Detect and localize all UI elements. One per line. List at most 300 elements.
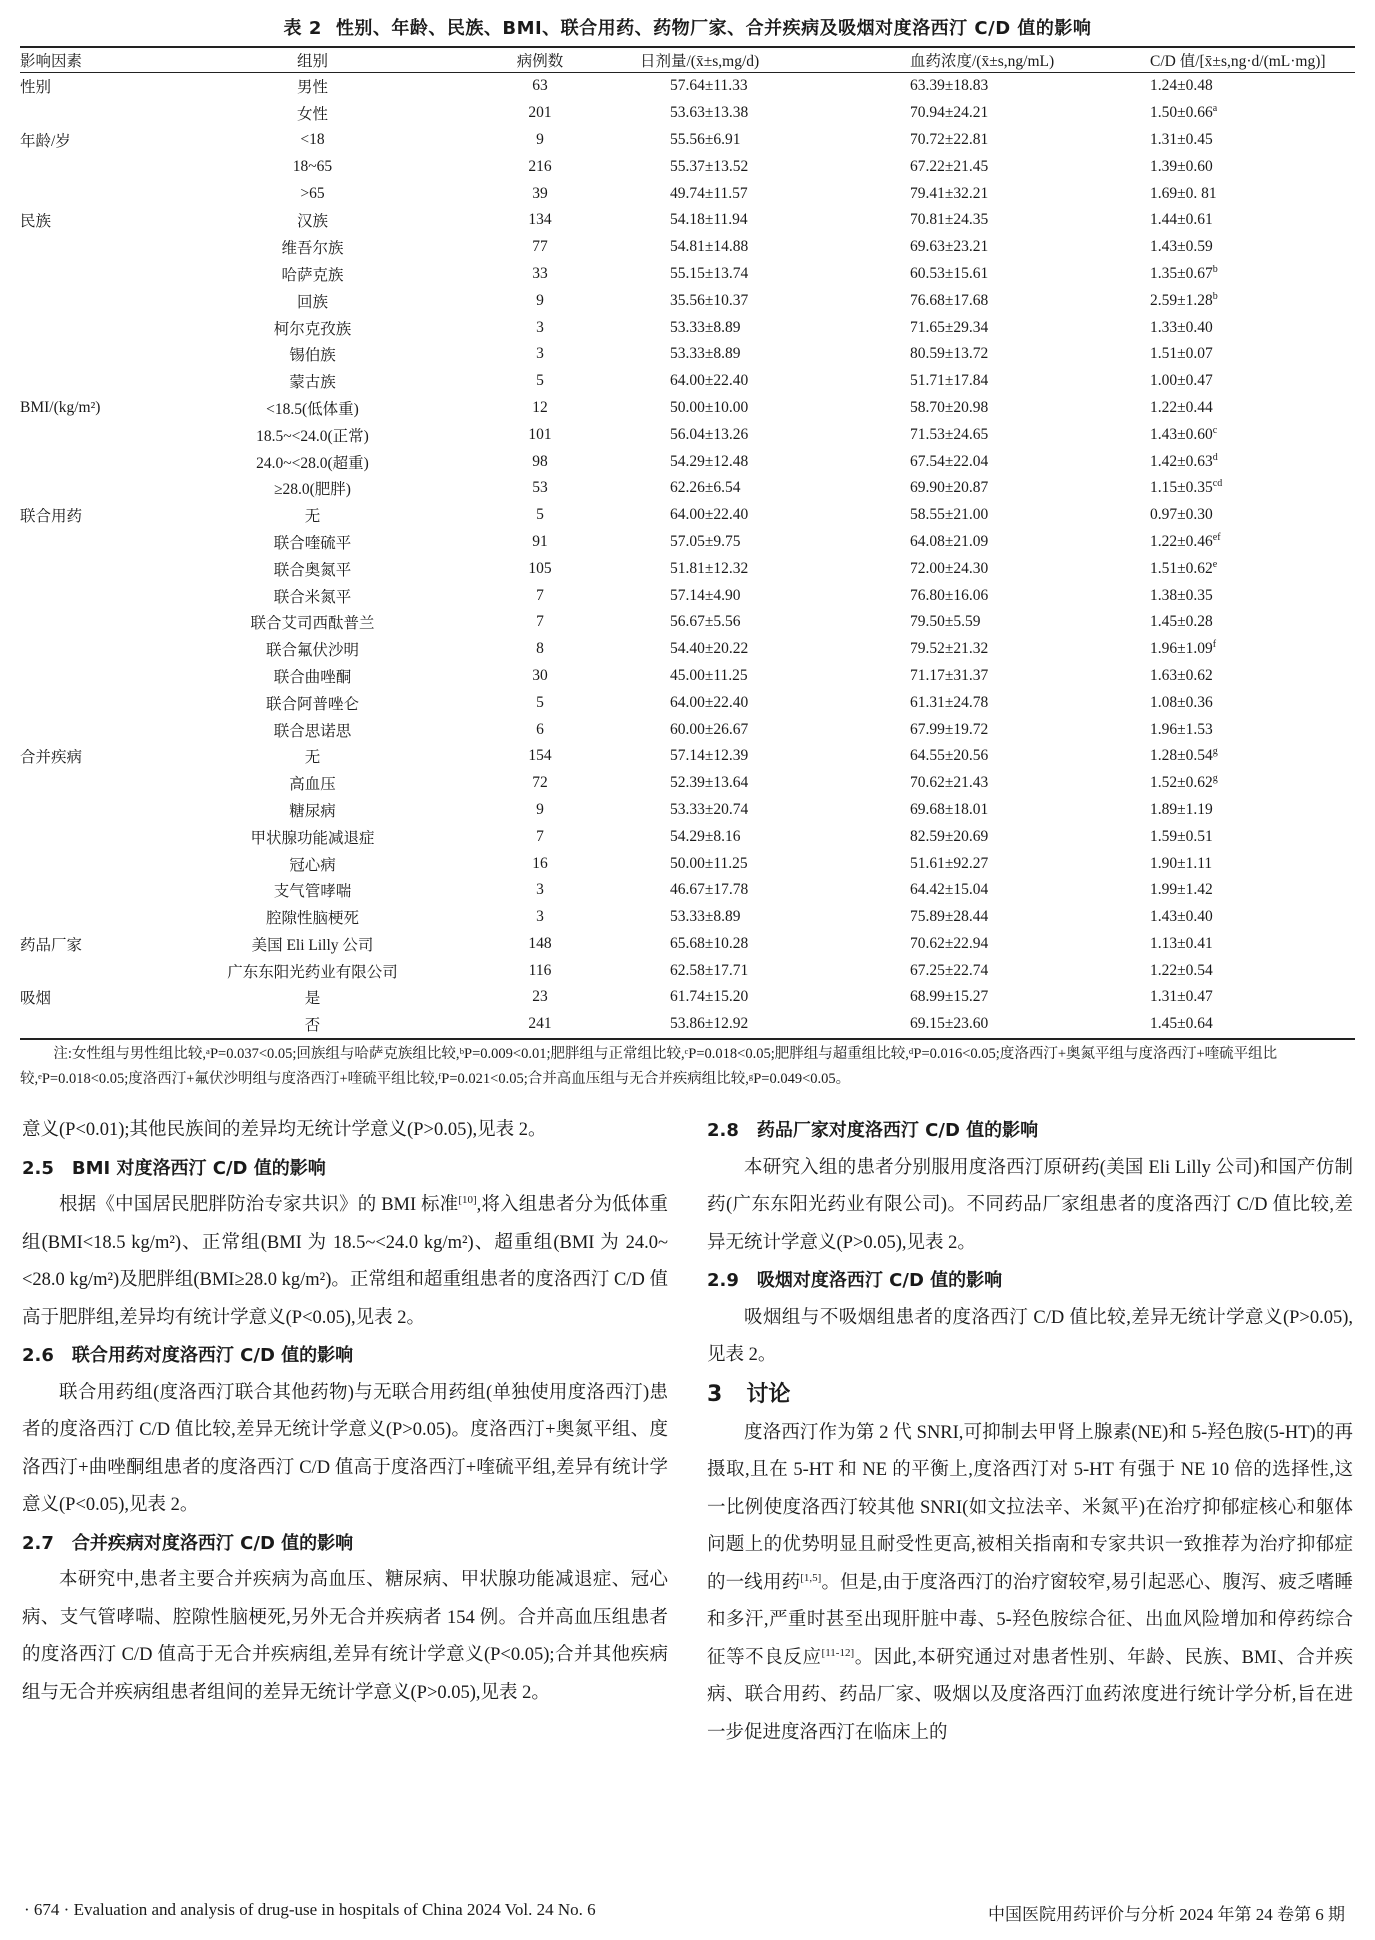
cell-group: 回族: [296, 293, 328, 311]
cell-daily-dose: 62.58±17.71: [670, 961, 749, 979]
cell-concentration: 72.00±24.30: [910, 559, 989, 577]
table-row: [20, 689, 1355, 716]
cell-factor: 吸烟: [20, 990, 52, 1008]
cell-cd-value: [1150, 609, 1355, 636]
paragraph-combination: 联合用药组(度洛西汀联合其他药物)与无联合用药组(单独使用度洛西汀)患者的度洛西汀 C/D 值比较,差异无统计学意义(P>0.05)。度洛西汀+奥氮平组、度洛西汀+曲唑酮组患者的度洛西汀 C/D 值高于度洛西汀+喹硫平组,差异有统计学意义(P<0.05),见表 2。: [22, 1382, 668, 1515]
cell-count: 5: [536, 372, 544, 390]
citation: [10]: [458, 1193, 477, 1206]
cell-count: 23: [532, 988, 548, 1006]
significance-marker: a: [1212, 103, 1218, 115]
cell-concentration: 76.80±16.06: [910, 586, 989, 604]
cd-value: 1.44±0.61: [1150, 211, 1213, 229]
cell-daily-dose: 55.37±13.52: [670, 157, 749, 175]
cell-daily-dose: 54.40±20.22: [670, 640, 749, 658]
cell-count: 39: [532, 184, 548, 202]
table-row: [20, 127, 1355, 154]
cd-value: 1.89±1.19: [1150, 800, 1213, 818]
cell-count: 16: [532, 854, 548, 872]
cell-group: 甲状腺功能减退症: [250, 829, 375, 847]
cell-cd-value: [1150, 716, 1355, 743]
cell-concentration: 63.39±18.83: [910, 77, 989, 95]
cell-factor: [20, 368, 185, 395]
table-row: [20, 395, 1355, 422]
cd-value: 1.15±0.35: [1150, 479, 1213, 497]
cell-factor: 药品厂家: [20, 936, 83, 954]
cd-value: 2.59±1.28: [1150, 291, 1213, 309]
paragraph-comorbidity: 本研究中,患者主要合并疾病为高血压、糖尿病、甲状腺功能减退症、冠心病、支气管哮喘、腔隙性脑梗死,另外无合并疾病者 154 例。合并高血压组患者的度洛西汀 C/D 值高于无合并疾病组,差异有统计学意义(P<0.05);合并其他疾病组与无合并疾病组患者组间的差异无统计学意义(P>0.05),见表 2。: [22, 1570, 668, 1703]
cell-factor: [20, 797, 185, 824]
cell-factor: BMI/(kg/m²): [20, 398, 101, 416]
cell-cd-value: [1150, 555, 1355, 582]
cell-daily-dose: 62.26±6.54: [670, 479, 741, 497]
cell-cd-value: [1150, 341, 1355, 368]
table-row: [20, 341, 1355, 368]
header-concentration: 血药浓度/(x̄±s,ng/mL): [910, 47, 1150, 73]
cell-group: 哈萨克族: [281, 266, 344, 284]
cell-concentration: 71.53±24.65: [910, 425, 989, 443]
cd-value: 1.31±0.47: [1150, 988, 1213, 1006]
header-daily-dose: 日剂量/(x̄±s,mg/d): [640, 47, 910, 73]
table-row: [20, 529, 1355, 556]
cd-value: 1.35±0.67: [1150, 264, 1213, 282]
cell-factor: 联合用药: [20, 508, 83, 526]
cd-value: 1.69±0. 81: [1150, 184, 1217, 202]
cell-concentration: 60.53±15.61: [910, 264, 989, 282]
cell-count: 33: [532, 264, 548, 282]
cell-count: 3: [536, 908, 544, 926]
cell-group: 广东东阳光药业有限公司: [227, 963, 398, 981]
cell-cd-value: [1150, 368, 1355, 395]
cell-factor: [20, 689, 185, 716]
cd-value: 1.45±0.28: [1150, 613, 1213, 631]
cell-group: 锡伯族: [289, 347, 336, 365]
cell-cd-value: [1150, 475, 1355, 502]
table-row: [20, 770, 1355, 797]
cd-value: 1.24±0.48: [1150, 77, 1213, 95]
cell-factor: [20, 261, 185, 288]
section-heading-2-9: [707, 1262, 1353, 1300]
section-heading-3: [707, 1375, 1353, 1415]
cell-daily-dose: 64.00±22.40: [670, 372, 749, 390]
cell-factor: [20, 287, 185, 314]
significance-marker: f: [1212, 638, 1217, 650]
cell-count: 148: [528, 934, 552, 952]
cell-group: 冠心病: [289, 856, 336, 874]
table-row: [20, 73, 1355, 100]
cell-group: 18~65: [292, 157, 333, 175]
cell-group: 联合米氮平: [273, 588, 352, 606]
section-heading-2-5: [22, 1150, 668, 1188]
significance-marker: b: [1212, 290, 1218, 302]
table-row: [20, 100, 1355, 127]
significance-marker: b: [1212, 263, 1218, 275]
cell-group: 无: [304, 749, 321, 767]
cell-daily-dose: 54.29±8.16: [670, 827, 741, 845]
cell-daily-dose: 55.15±13.74: [670, 264, 749, 282]
cell-count: 63: [532, 77, 548, 95]
table-row: [20, 823, 1355, 850]
cell-concentration: 61.31±24.78: [910, 693, 989, 711]
cell-cd-value: [1150, 395, 1355, 422]
table-row: [20, 797, 1355, 824]
cell-cd-value: [1150, 743, 1355, 770]
cell-factor: [20, 582, 185, 609]
section-title: 讨论: [746, 1381, 791, 1407]
cell-factor: [20, 850, 185, 877]
cell-factor: [20, 716, 185, 743]
cell-concentration: 71.17±31.37: [910, 666, 989, 684]
cell-count: 9: [536, 800, 544, 818]
cell-daily-dose: 53.33±20.74: [670, 800, 749, 818]
cell-group: 是: [304, 990, 321, 1008]
cell-cd-value: [1150, 797, 1355, 824]
cell-daily-dose: 57.14±12.39: [670, 747, 749, 765]
cell-factor: [20, 770, 185, 797]
cell-cd-value: [1150, 1011, 1355, 1039]
significance-marker: d: [1212, 451, 1218, 463]
cell-concentration: 70.72±22.81: [910, 130, 989, 148]
cell-count: 134: [528, 211, 552, 229]
cell-count: 9: [536, 291, 544, 309]
cell-group: 男性: [296, 79, 328, 97]
significance-marker: cd: [1212, 478, 1223, 490]
section-title: 联合用药对度洛西汀 C/D 值的影响: [71, 1345, 354, 1366]
cell-cd-value: [1150, 261, 1355, 288]
cell-group: 联合氟伏沙明: [265, 642, 359, 660]
cell-count: 12: [532, 398, 548, 416]
cell-factor: [20, 448, 185, 475]
cell-concentration: 80.59±13.72: [910, 345, 989, 363]
cell-factor: [20, 609, 185, 636]
cell-concentration: 67.99±19.72: [910, 720, 989, 738]
cell-concentration: 70.81±24.35: [910, 211, 989, 229]
table-row: [20, 957, 1355, 984]
cell-concentration: 58.55±21.00: [910, 506, 989, 524]
cell-group: 联合艾司西酞普兰: [250, 615, 375, 633]
cell-daily-dose: 57.05±9.75: [670, 532, 741, 550]
text-run: 。但是,由于度洛西汀的治疗窗较窄,易引起恶心、腹泻、疲乏嗜睡和多汗,严重时甚至出现肝脏中毒、5-羟色胺综合征、出血风险增加和停药综合征等不良反应: [707, 1572, 1353, 1668]
table-row: [20, 1011, 1355, 1039]
cell-factor: 民族: [20, 213, 52, 231]
section-number: 2.5: [22, 1157, 54, 1179]
cell-daily-dose: 54.29±12.48: [670, 452, 749, 470]
cell-cd-value: [1150, 904, 1355, 931]
text-run: 根据《中国居民肥胖防治专家共识》的 BMI 标准: [59, 1195, 459, 1215]
cell-factor: [20, 904, 185, 931]
cd-value: 1.08±0.36: [1150, 693, 1213, 711]
cell-count: 7: [536, 586, 544, 604]
cell-concentration: 67.22±21.45: [910, 157, 989, 175]
section-title: 吸烟对度洛西汀 C/D 值的影响: [756, 1270, 1003, 1291]
cell-daily-dose: 54.81±14.88: [670, 238, 749, 256]
table-row: [20, 314, 1355, 341]
cell-factor: [20, 234, 185, 261]
cell-count: 105: [528, 559, 552, 577]
cell-concentration: 79.41±32.21: [910, 184, 989, 202]
cell-factor: [20, 100, 185, 127]
cell-daily-dose: 53.33±8.89: [670, 318, 741, 336]
cell-cd-value: [1150, 931, 1355, 958]
cell-cd-value: [1150, 636, 1355, 663]
table-row: [20, 287, 1355, 314]
table-row: [20, 368, 1355, 395]
section-heading-2-8: [707, 1112, 1353, 1150]
cell-group: 腔隙性脑梗死: [265, 910, 359, 928]
cd-value: 1.99±1.42: [1150, 881, 1213, 899]
cd-value: 1.22±0.54: [1150, 961, 1213, 979]
cell-group: 糖尿病: [289, 802, 336, 820]
cell-cd-value: [1150, 153, 1355, 180]
cd-value: 1.22±0.46: [1150, 532, 1213, 550]
significance-marker: c: [1212, 424, 1218, 436]
table-row: [20, 261, 1355, 288]
cell-concentration: 75.89±28.44: [910, 908, 989, 926]
cell-group: 24.0~<28.0(超重): [256, 454, 369, 472]
cell-count: 72: [532, 774, 548, 792]
cell-group: 蒙古族: [289, 374, 336, 392]
cell-count: 9: [536, 130, 544, 148]
cd-value: 1.28±0.54: [1150, 747, 1213, 765]
cell-count: 6: [536, 720, 544, 738]
cell-group: 联合奥氮平: [273, 561, 352, 579]
cell-group: 美国 Eli Lilly 公司: [251, 936, 374, 954]
cell-daily-dose: 64.00±22.40: [670, 693, 749, 711]
text-run: 度洛西汀作为第 2 代 SNRI,可抑制去甲肾上腺素(NE)和 5-羟色胺(5-HT)的再摄取,且在 5-HT 和 NE 的平衡上,度洛西汀对 5-HT 有强于 NE 10 倍的选择性,这一比例使度洛西汀较其他 SNRI(如文拉法辛、米氮平)在治疗抑郁症核心和躯体问题上的优势明显且耐受性更高,被相关指南和专家共识一致推荐为治疗抑郁症的一线用药: [707, 1422, 1353, 1593]
cell-daily-dose: 53.33±8.89: [670, 345, 741, 363]
cell-cd-value: [1150, 823, 1355, 850]
cell-concentration: 67.54±22.04: [910, 452, 989, 470]
cell-factor: [20, 957, 185, 984]
cd-value: 1.63±0.62: [1150, 666, 1213, 684]
table-row: [20, 743, 1355, 770]
cell-daily-dose: 50.00±11.25: [670, 854, 748, 872]
section-number: 3: [707, 1381, 723, 1407]
cell-daily-dose: 52.39±13.64: [670, 774, 749, 792]
cell-concentration: 82.59±20.69: [910, 827, 989, 845]
cell-group: 女性: [296, 106, 328, 124]
cd-value: 1.96±1.09: [1150, 640, 1213, 658]
table-caption: 性别、年龄、民族、BMI、联合用药、药物厂家、合并疾病及吸烟对度洛西汀 C/D 值的影响: [335, 18, 1092, 39]
cell-daily-dose: 51.81±12.32: [670, 559, 749, 577]
cell-daily-dose: 54.18±11.94: [670, 211, 748, 229]
cell-daily-dose: 60.00±26.67: [670, 720, 749, 738]
section-number: 2.9: [707, 1270, 739, 1291]
cell-concentration: 69.15±23.60: [910, 1015, 989, 1033]
table-row: [20, 555, 1355, 582]
section-title: 药品厂家对度洛西汀 C/D 值的影响: [756, 1120, 1039, 1141]
cell-group: 联合思诺思: [273, 722, 352, 740]
cell-factor: [20, 475, 185, 502]
cell-concentration: 64.55±20.56: [910, 747, 989, 765]
cell-concentration: 69.90±20.87: [910, 479, 989, 497]
cd-value: 1.45±0.64: [1150, 1015, 1213, 1033]
section-heading-2-6: [22, 1337, 668, 1375]
significance-marker: g: [1212, 772, 1218, 784]
cell-count: 3: [536, 318, 544, 336]
cell-daily-dose: 57.14±4.90: [670, 586, 741, 604]
cell-cd-value: [1150, 180, 1355, 207]
paragraph-continued: 意义(P<0.01);其他民族间的差异均无统计学意义(P>0.05),见表 2。: [22, 1120, 547, 1140]
cell-cd-value: [1150, 287, 1355, 314]
table-row: [20, 421, 1355, 448]
cell-factor: [20, 555, 185, 582]
cell-count: 8: [536, 640, 544, 658]
table-row: [20, 984, 1355, 1011]
cell-factor: [20, 1011, 185, 1039]
cd-value: 1.43±0.59: [1150, 238, 1213, 256]
table-number: 表 2: [283, 18, 322, 39]
cell-cd-value: [1150, 448, 1355, 475]
significance-marker: e: [1212, 558, 1218, 570]
citation: [1,5]: [800, 1571, 822, 1584]
section-number: 2.8: [707, 1120, 739, 1141]
cd-value: 1.51±0.62: [1150, 559, 1213, 577]
table-header-row: [20, 47, 1355, 73]
cell-factor: [20, 314, 185, 341]
cell-count: 5: [536, 693, 544, 711]
cell-count: 98: [532, 452, 548, 470]
cd-value: 1.22±0.44: [1150, 398, 1213, 416]
cell-group: 柯尔克孜族: [273, 320, 352, 338]
cell-group: 汉族: [296, 213, 328, 231]
text-run: ,将入组患者分为低体重组(BMI<18.5 kg/m²)、正常组(BMI 为 18.5~<24.0 kg/m²)、超重组(BMI 为 24.0~<28.0 kg/m²)及肥胖组(BMI≥28.0 kg/m²)。正常组和超重组患者的度洛西汀 C/D 值高于肥胖组,差异均有统计学意义(P<0.05),见表 2。: [22, 1195, 668, 1328]
table-row: [20, 153, 1355, 180]
cell-concentration: 76.68±17.68: [910, 291, 989, 309]
cell-daily-dose: 45.00±11.25: [670, 666, 748, 684]
table-row: [20, 609, 1355, 636]
cell-daily-dose: 61.74±15.20: [670, 988, 749, 1006]
cell-count: 154: [528, 747, 552, 765]
cell-count: 3: [536, 881, 544, 899]
cell-daily-dose: 55.56±6.91: [670, 130, 741, 148]
cd-value: 1.52±0.62: [1150, 774, 1213, 792]
cell-cd-value: [1150, 663, 1355, 690]
cd-value: 1.00±0.47: [1150, 372, 1213, 390]
cell-cd-value: [1150, 127, 1355, 154]
cell-concentration: 79.50±5.59: [910, 613, 981, 631]
cd-value: 1.59±0.51: [1150, 827, 1213, 845]
cd-value: 1.51±0.07: [1150, 345, 1213, 363]
cell-cd-value: [1150, 582, 1355, 609]
cell-cd-value: [1150, 207, 1355, 234]
cd-value: 1.39±0.60: [1150, 157, 1213, 175]
cell-count: 7: [536, 827, 544, 845]
significance-marker: g: [1212, 746, 1218, 758]
table-row: [20, 716, 1355, 743]
cell-cd-value: [1150, 421, 1355, 448]
cell-daily-dose: 35.56±10.37: [670, 291, 749, 309]
cell-concentration: 58.70±20.98: [910, 398, 989, 416]
section-title: BMI 对度洛西汀 C/D 值的影响: [71, 1157, 326, 1179]
cell-group: <18: [300, 130, 325, 148]
cell-count: 91: [532, 532, 548, 550]
cell-group: <18.5(低体重): [266, 400, 359, 418]
cd-value: 1.43±0.40: [1150, 908, 1213, 926]
cd-value: 1.33±0.40: [1150, 318, 1213, 336]
right-column: [707, 1112, 1353, 1752]
cell-factor: [20, 823, 185, 850]
cell-concentration: 79.52±21.32: [910, 640, 989, 658]
header-factor: 影响因素: [20, 47, 185, 73]
cell-daily-dose: 53.63±13.38: [670, 104, 749, 122]
cell-factor: [20, 421, 185, 448]
cell-concentration: 71.65±29.34: [910, 318, 989, 336]
cell-count: 101: [528, 425, 552, 443]
cd-value: 1.50±0.66: [1150, 104, 1213, 122]
cell-factor: 性别: [20, 79, 52, 97]
left-column: [22, 1112, 668, 1712]
cell-count: 53: [532, 479, 548, 497]
cell-cd-value: [1150, 502, 1355, 529]
footer-journal-cn: 中国医院用药评价与分析 2024 年第 24 卷第 6 期: [988, 1905, 1345, 1924]
cell-group: 否: [304, 1017, 321, 1035]
significance-marker: ef: [1212, 531, 1221, 543]
cell-concentration: 70.62±21.43: [910, 774, 989, 792]
cell-daily-dose: 46.67±17.78: [670, 881, 749, 899]
section-number: 2.6: [22, 1345, 54, 1366]
cell-factor: 合并疾病: [20, 749, 83, 767]
cell-count: 216: [528, 157, 552, 175]
cell-count: 5: [536, 506, 544, 524]
cell-cd-value: [1150, 314, 1355, 341]
cd-value: 0.97±0.30: [1150, 506, 1213, 524]
cell-cd-value: [1150, 877, 1355, 904]
cell-cd-value: [1150, 984, 1355, 1011]
paragraph-discussion: [707, 1415, 1353, 1753]
cell-cd-value: [1150, 234, 1355, 261]
table-footnote: 注:女性组与男性组比较,ᵃP=0.037<0.05;回族组与哈萨克族组比较,ᵇP=0.009<0.01;肥胖组与正常组比较,ᶜP=0.018<0.05;肥胖组与超重组比较,ᵈP=0.016<0.05;度洛西汀+奥氮平组与度洛西汀+喹硫平组比较,ᵉP=0.018<0.05;度洛西汀+氟伏沙明组与度洛西汀+喹硫平组比较,ᶠP=0.021<0.05;合并高血压组与无合并疾病组比较,ᵍP=0.049<0.05。: [20, 1046, 1278, 1087]
table-row: [20, 636, 1355, 663]
paragraph-manufacturer: 本研究入组的患者分别服用度洛西汀原研药(美国 Eli Lilly 公司)和国产仿制药(广东东阳光药业有限公司)。不同药品厂家组患者的度洛西汀 C/D 值比较,差异无统计学意义(P>0.05),见表 2。: [707, 1157, 1353, 1253]
cell-concentration: 68.99±15.27: [910, 988, 989, 1006]
table-body: [20, 73, 1355, 1039]
cd-value: 1.42±0.63: [1150, 452, 1213, 470]
header-count: 病例数: [440, 47, 640, 73]
header-cd-value: C/D 值/[x̄±s,ng·d/(mL·mg)]: [1150, 47, 1355, 73]
cell-factor: [20, 636, 185, 663]
cd-value: 1.96±1.53: [1150, 720, 1213, 738]
cell-count: 30: [532, 666, 548, 684]
cell-concentration: 69.63±23.21: [910, 238, 989, 256]
table-row: [20, 207, 1355, 234]
table-title: [0, 14, 1375, 40]
cell-concentration: 64.42±15.04: [910, 881, 989, 899]
cd-value: 1.43±0.60: [1150, 425, 1213, 443]
data-table: [20, 46, 1355, 1040]
cell-count: 7: [536, 613, 544, 631]
table-row: [20, 475, 1355, 502]
cell-daily-dose: 65.68±10.28: [670, 934, 749, 952]
cell-count: 116: [528, 961, 552, 979]
cell-group: 高血压: [289, 776, 336, 794]
footer-journal-en: · 674 · Evaluation and analysis of drug-use in hospitals of China 2024 Vol. 24 No. 6: [24, 1900, 596, 1919]
cell-count: 241: [528, 1015, 552, 1033]
cell-daily-dose: 50.00±10.00: [670, 398, 749, 416]
cell-group: ≥28.0(肥胖): [274, 481, 351, 499]
paragraph-smoking: 吸烟组与不吸烟组患者的度洛西汀 C/D 值比较,差异无统计学意义(P>0.05),见表 2。: [707, 1307, 1353, 1365]
cell-concentration: 70.94±24.21: [910, 104, 989, 122]
cell-daily-dose: 57.64±11.33: [670, 77, 748, 95]
cell-daily-dose: 56.67±5.56: [670, 613, 741, 631]
cd-value: 1.31±0.45: [1150, 130, 1213, 148]
cell-factor: [20, 180, 185, 207]
cell-cd-value: [1150, 689, 1355, 716]
cell-factor: 年龄/岁: [20, 132, 71, 150]
cell-count: 3: [536, 345, 544, 363]
cell-factor: [20, 529, 185, 556]
cell-daily-dose: 53.33±8.89: [670, 908, 741, 926]
cell-group: 18.5~<24.0(正常): [256, 427, 369, 445]
